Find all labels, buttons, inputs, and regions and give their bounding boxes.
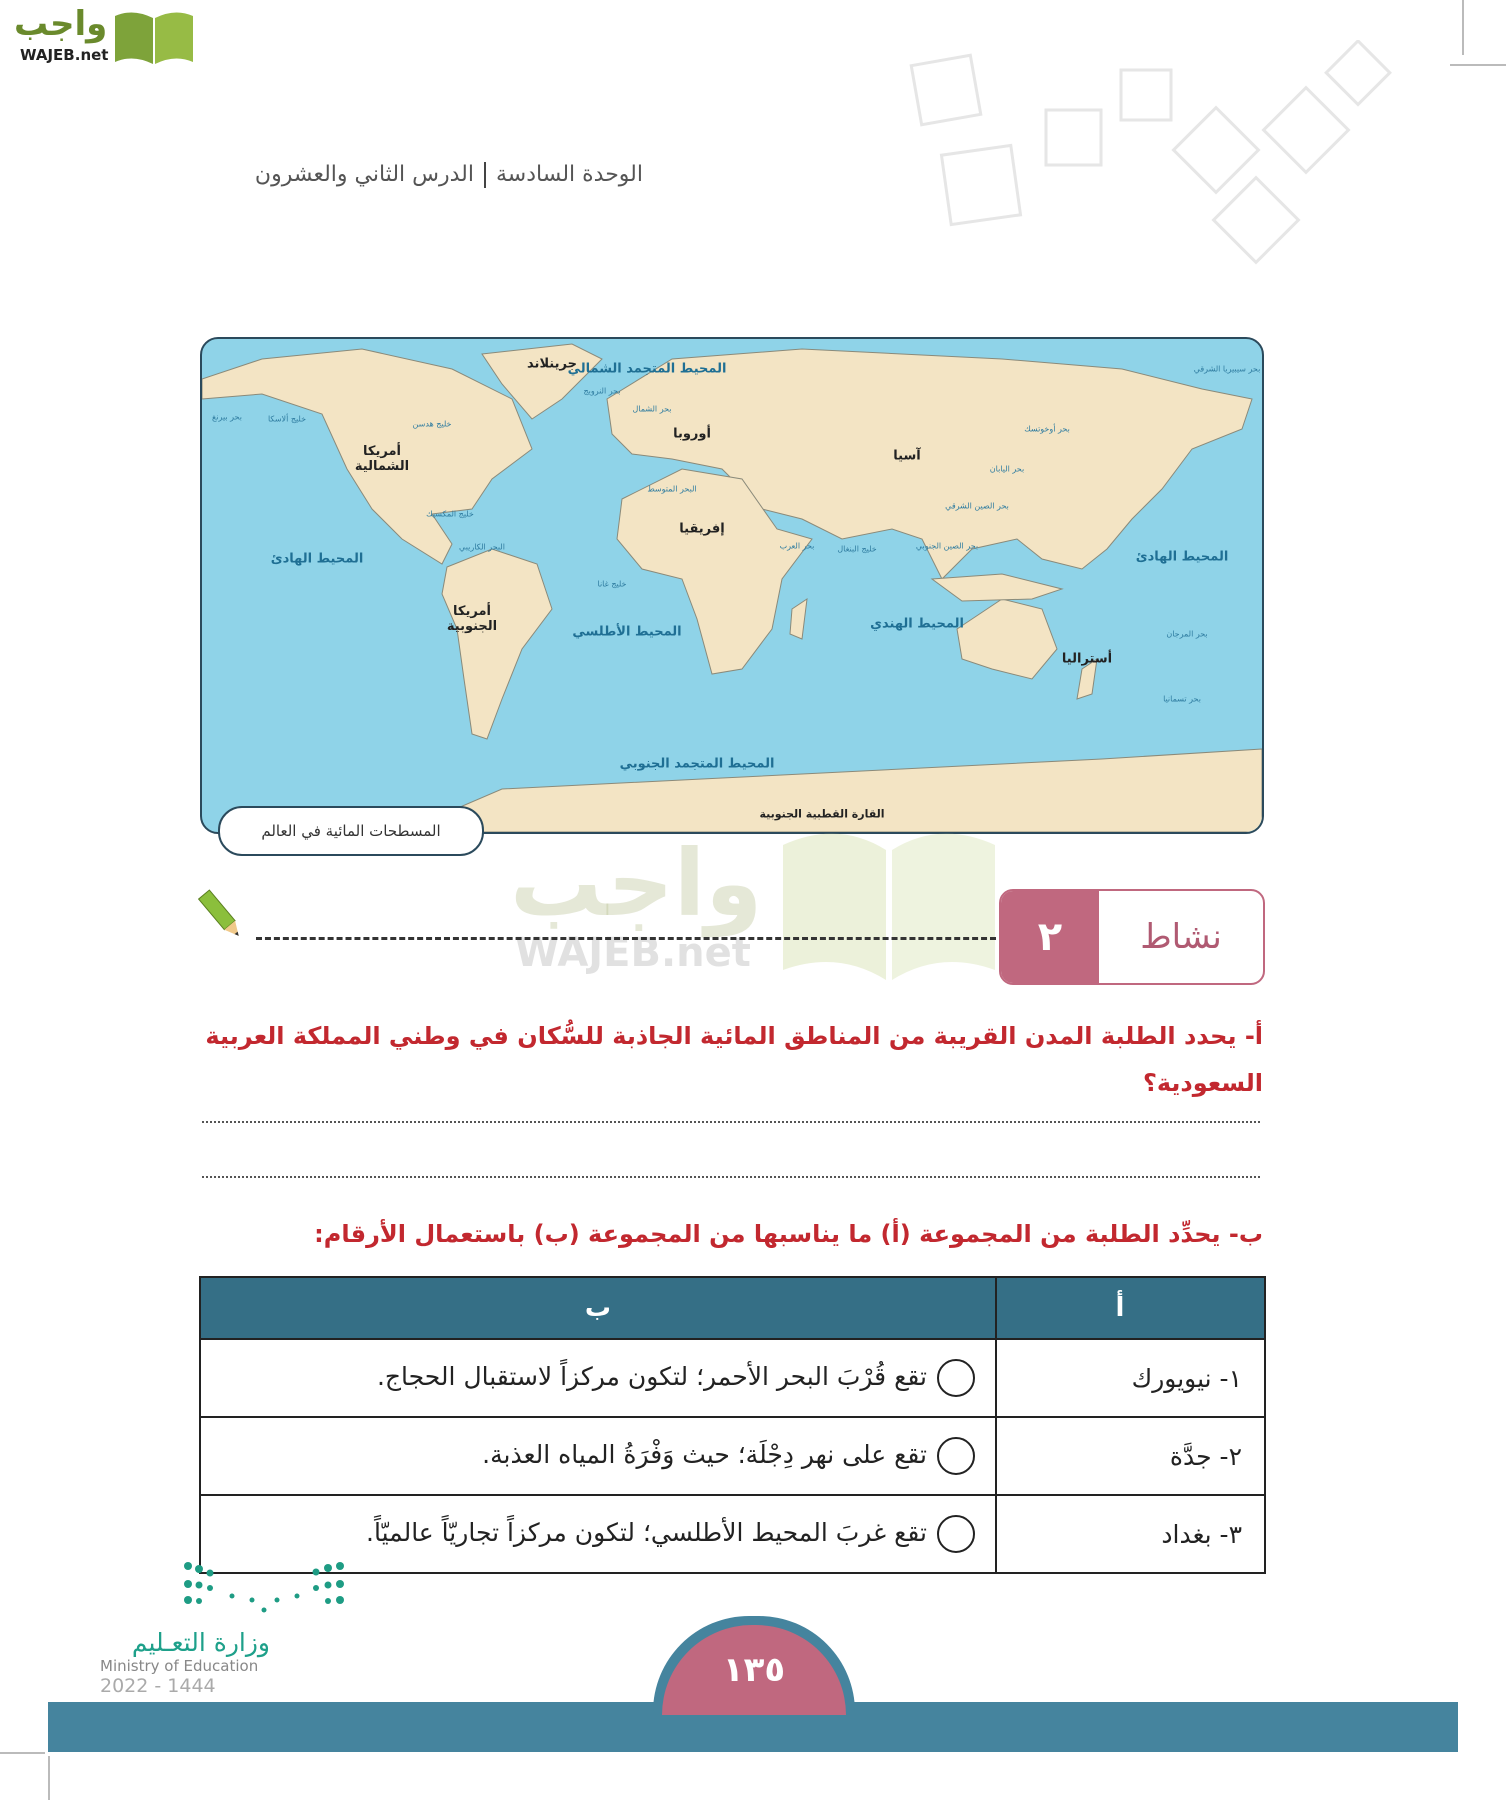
crop-mark [0,1752,45,1754]
table-header-row [200,1277,1265,1339]
page-header [255,162,643,188]
label-bering-sea: بحر بيرنغ [212,412,242,422]
label-indian-ocean: المحيط الهندي [870,616,964,632]
book-icon [113,8,195,66]
land-madagascar [790,599,807,639]
table-row [200,1495,1265,1573]
answer-circle[interactable] [937,1359,975,1397]
label-bay-of-bengal: خليج البنغال [837,544,877,554]
activity-label: نشاط [1140,917,1222,957]
world-map [200,337,1264,834]
answer-circle[interactable] [937,1515,975,1553]
label-sea-of-okhotsk: بحر أوخوتسك [1024,424,1070,434]
land-southeast-asia [932,574,1062,601]
description-cell [200,1339,996,1417]
watermark-text-ar: واجب [510,830,763,937]
activity-badge [999,889,1265,985]
pencil-icon [198,888,246,944]
lesson-title: الدرس الثاني والعشرون [254,162,474,187]
ministry-name-en: Ministry of Education [100,1657,259,1675]
label-arctic-ocean: المحيط المتجمد الشمالي [567,361,727,377]
answer-line-1[interactable] [202,1121,1260,1123]
land-south-america [442,549,552,739]
label-gulf-of-alaska: خليج ألاسكا [267,414,307,424]
label-north-sea: بحر الشمال [632,404,672,414]
decorative-squares [906,40,1426,290]
crop-mark [1462,0,1464,55]
land-australia [957,599,1057,679]
label-atlantic-ocean: المحيط الأطلسي [572,624,682,640]
description-text: تقع قُرْبَ البحر الأحمر؛ لتكون مركزاً لاستقبال الحجاج. [376,1362,927,1391]
ministry-name-ar: وزارة التعـليم [131,1628,270,1657]
label-norwegian-sea: بحر النرويج [583,386,621,396]
header-group-b: ب [200,1277,996,1339]
label-australia: أستراليا [1061,651,1113,667]
label-mediterranean-sea: البحر المتوسط [647,484,697,494]
header-group-a: أ [996,1277,1265,1339]
header-divider [484,162,486,188]
page-number: ١٣٥ [662,1625,846,1715]
logo-text-en: WAJEB.net [20,46,109,64]
label-east-china-sea: بحر الصين الشرقي [945,501,1009,511]
map-caption: المسطحات المائية في العالم [218,806,484,856]
description-cell [200,1417,996,1495]
watermark-book-icon [778,820,1000,985]
label-gulf-of-guinea: خليج غانا [597,579,627,589]
ministry-logo-dots [182,1560,347,1616]
label-south-china-sea: بحر الصين الجنوبي [915,541,979,551]
label-greenland: جرينلاند [527,356,577,372]
wajeb-logo[interactable] [8,4,193,70]
answer-line-2[interactable] [202,1176,1260,1178]
ministry-of-education [100,1628,270,1697]
label-east-siberian-sea: بحر سيبيريا الشرقي [1193,364,1261,374]
activity-number: ٢ [1001,891,1099,983]
crop-mark [1450,64,1506,66]
watermark-text-en: WAJEB.net [515,930,751,976]
label-southern-ocean: المحيط المتجمد الجنوبي [619,756,775,772]
unit-title: الوحدة السادسة [495,162,643,187]
answer-circle[interactable] [937,1437,975,1475]
edition-year: 2022 - 1444 [100,1675,216,1697]
dashed-divider [256,937,996,940]
city-cell: ٣- بغداد [996,1495,1265,1573]
city-cell: ٢- جدَّة [996,1417,1265,1495]
label-antarctica: القارة القطبية الجنوبية [759,807,885,821]
label-asia: آسيا [893,448,921,464]
label-africa: إفريقيا [679,521,725,537]
label-north-america: أمريكا الشمالية [354,444,410,474]
table-row [200,1339,1265,1417]
label-caribbean-sea: البحر الكاريبي [459,542,505,552]
label-pacific-ocean-west: المحيط الهادئ [270,551,364,567]
question-a: أ- يحدد الطلبة المدن القريبة من المناطق المائية الجاذبة للسُّكان في وطني المملكة العربية السعودية؟ [205,1022,1263,1097]
logo-text-ar: واجب [14,4,108,44]
label-south-america: أمريكا الجنوبية [446,604,498,634]
table-row [200,1417,1265,1495]
crop-mark [48,1756,50,1800]
label-pacific-ocean-east: المحيط الهادئ [1135,549,1229,565]
label-europe: أوروبا [673,426,711,442]
label-tasman-sea: بحر تسمانيا [1163,694,1201,704]
description-text: تقع غربَ المحيط الأطلسي؛ لتكون مركزاً تجاريّاً عالميّاً. [366,1518,927,1547]
city-cell: ١- نيويورك [996,1339,1265,1417]
label-sea-of-japan: بحر اليابان [989,464,1025,474]
matching-table [199,1276,1266,1574]
label-arabian-sea: بحر العرب [779,541,815,551]
question-b: ب- يحدِّد الطلبة من المجموعة (أ) ما يناسبها من المجموعة (ب) باستعمال الأرقام: [314,1220,1263,1248]
label-hudson-bay: خليج هدسن [412,419,452,429]
label-coral-sea: بحر المرجان [1166,629,1208,639]
label-gulf-of-mexico: خليج المكسيك [426,509,474,519]
page-number-badge [653,1616,855,1712]
description-text: تقع على نهر دِجْلَة؛ حيث وَفْرَةُ المياه العذبة. [482,1440,927,1469]
